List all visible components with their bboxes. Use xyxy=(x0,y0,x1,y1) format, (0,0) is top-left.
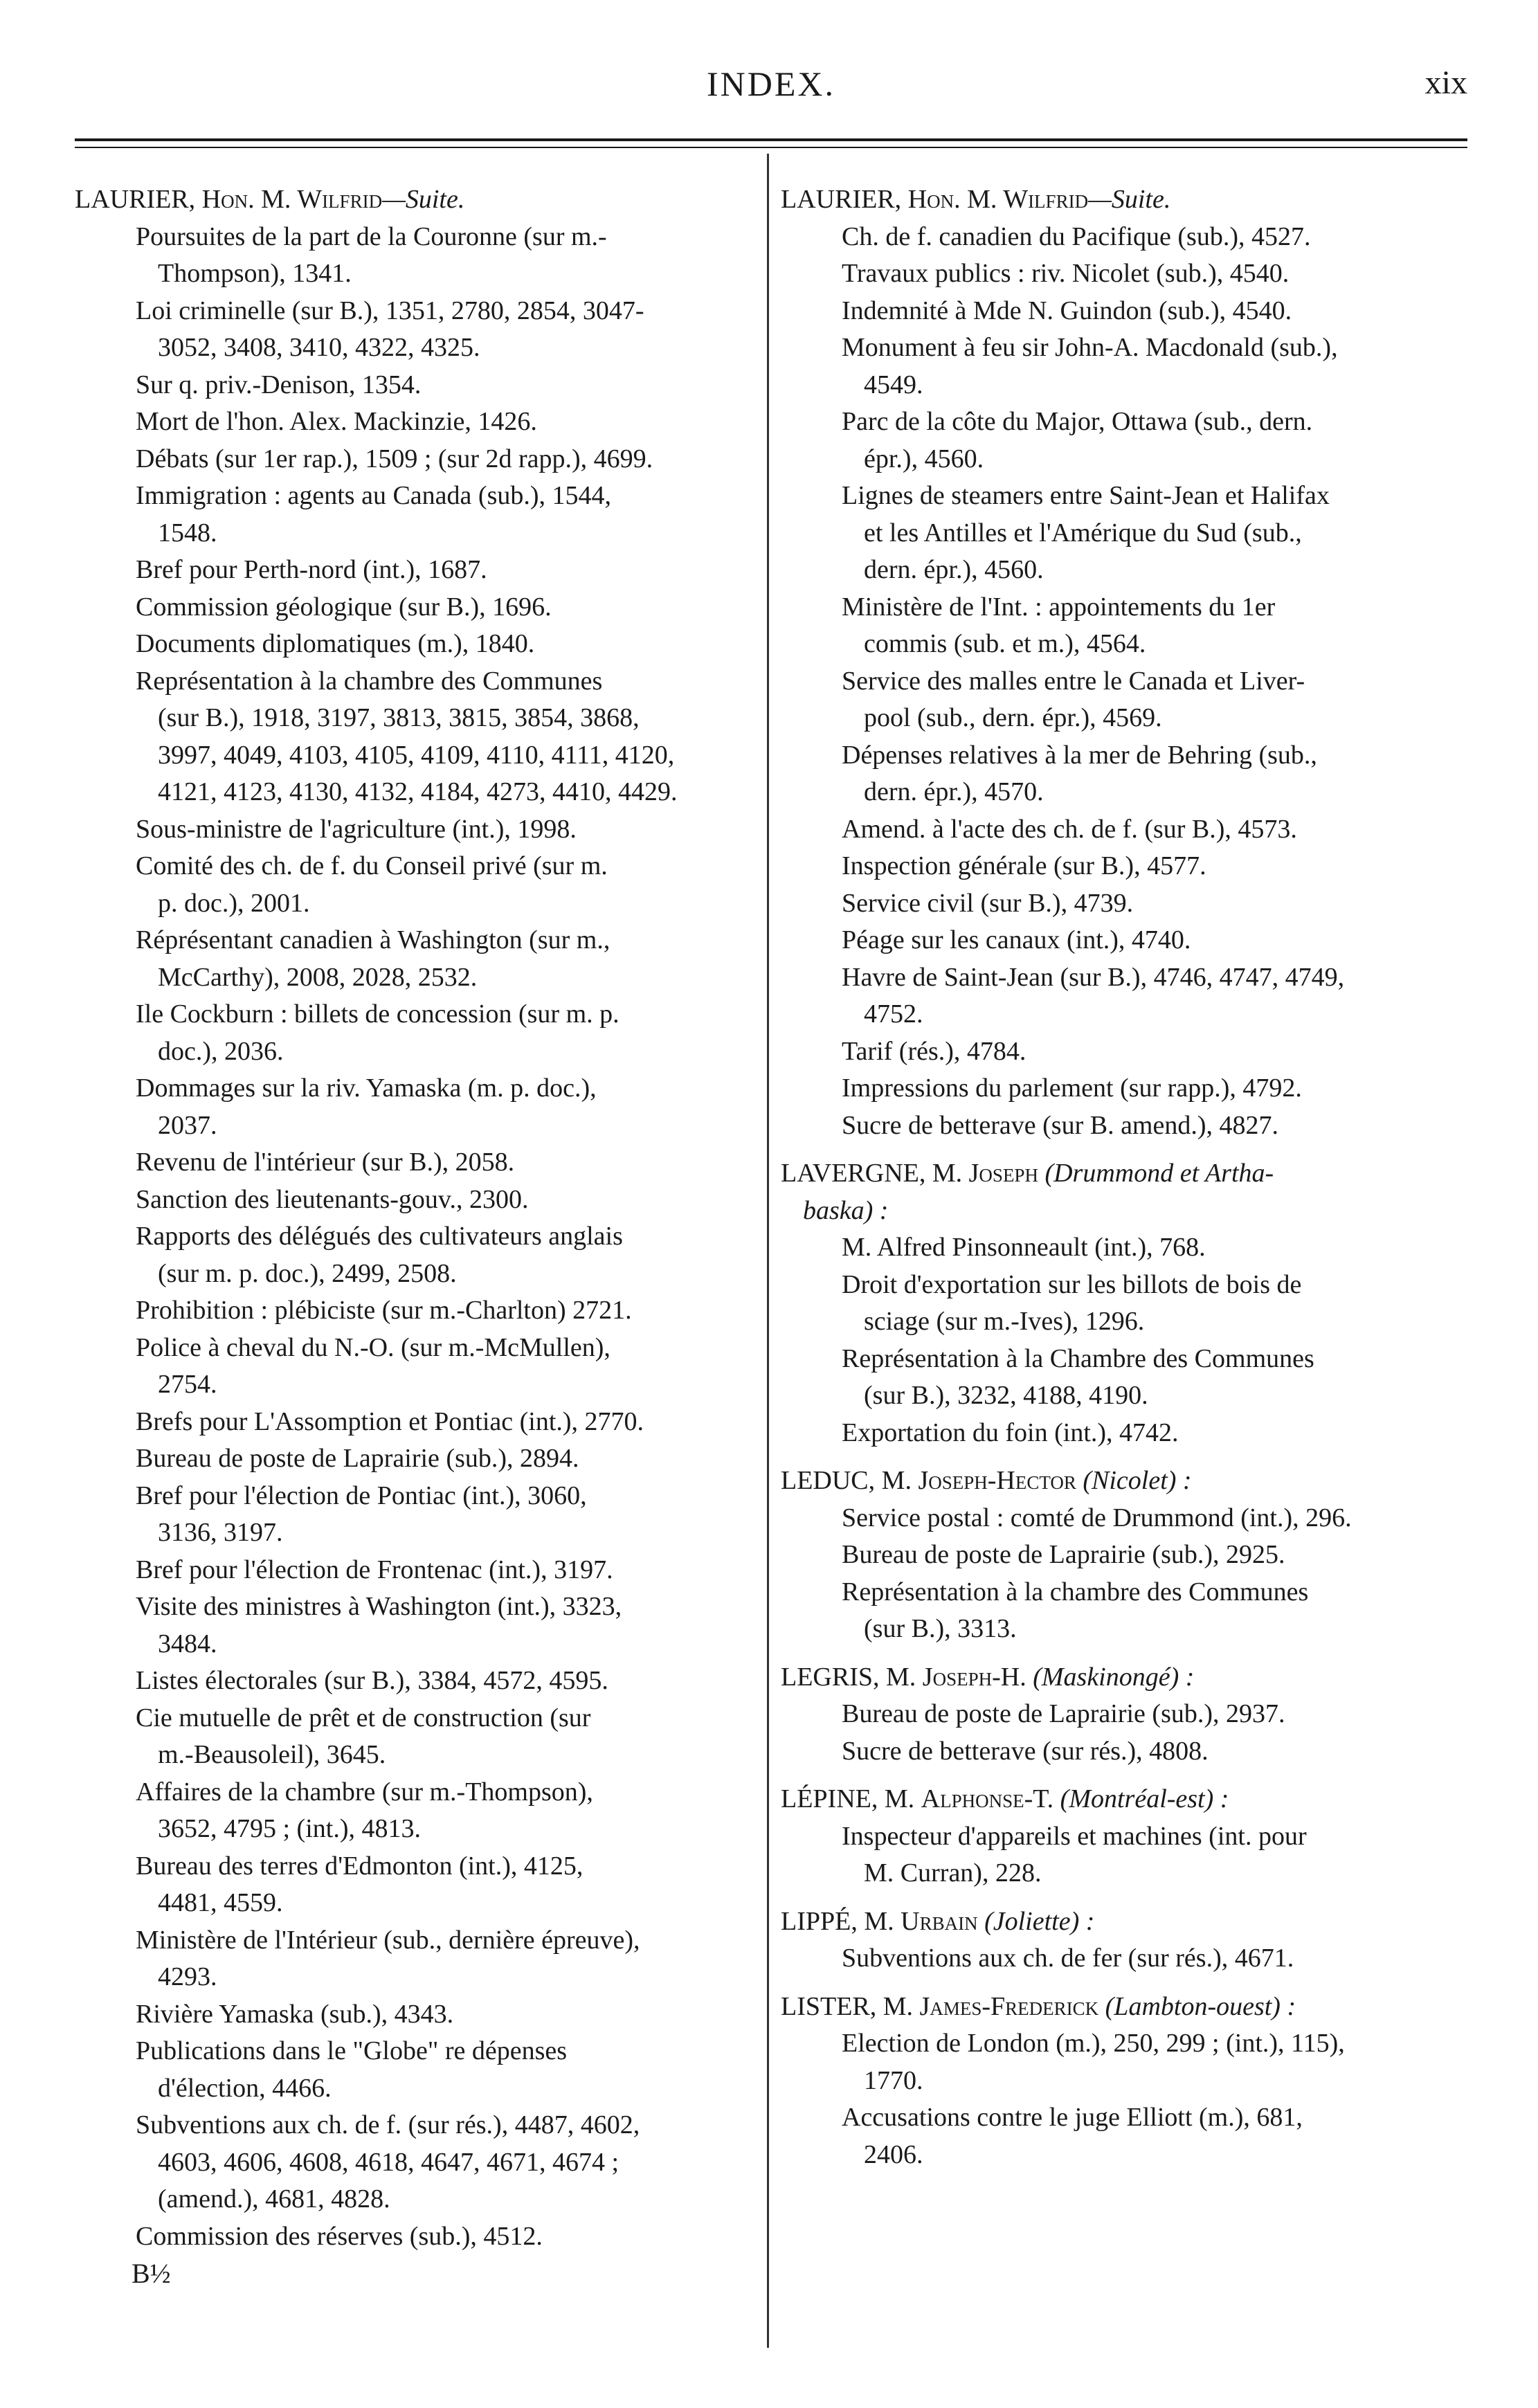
index-entry xyxy=(781,1341,1466,1415)
left-column xyxy=(75,181,753,2292)
index-entry xyxy=(75,1478,753,1552)
entry-continuation: M. Curran), 228. xyxy=(864,1858,1042,1888)
heading-name: LAVERGNE, M. xyxy=(781,1159,969,1188)
entry-line: Subventions aux ch. de f. (sur rés.), 4487, 4602, xyxy=(136,2110,640,2139)
index-entry xyxy=(75,996,753,1070)
entry-line: Travaux publics : riv. Nicolet (sub.), 4540. xyxy=(842,259,1290,288)
entry-line: Lignes de steamers entre Saint-Jean et Halifax xyxy=(842,481,1330,510)
index-entry xyxy=(75,1182,753,1219)
entry-continuation: (sur B.), 3232, 4188, 4190. xyxy=(864,1381,1148,1410)
index-entry xyxy=(781,255,1466,293)
index-entry xyxy=(75,367,753,404)
index-entry xyxy=(781,811,1466,849)
entry-line: Parc de la côte du Major, Ottawa (sub., dern. xyxy=(842,407,1313,436)
index-entry xyxy=(75,2218,753,2256)
index-entry xyxy=(781,404,1466,478)
index-entry xyxy=(781,1415,1466,1452)
right-column xyxy=(781,181,1466,2173)
entry-line: Sucre de betterave (sur B. amend.), 4827. xyxy=(842,1110,1279,1140)
index-entry xyxy=(781,885,1466,923)
index-entry xyxy=(781,1537,1466,1574)
index-entry xyxy=(75,848,753,922)
entry-line: Ile Cockburn : billets de concession (sur m. p. xyxy=(136,999,619,1029)
entry-continuation: 3136, 3197. xyxy=(158,1518,283,1547)
entry-line: Bureau des terres d'Edmonton (int.), 4125, xyxy=(136,1851,583,1881)
index-entry xyxy=(75,1996,753,2034)
heading-title: Hon. M. Wilfrid xyxy=(907,185,1089,214)
entry-continuation: 1548. xyxy=(158,518,217,547)
entry-continuation: 2406. xyxy=(864,2139,923,2169)
heading-name: LÉPINE, M. xyxy=(781,1784,921,1813)
entry-line: Amend. à l'acte des ch. de f. (sur B.), 4573. xyxy=(842,814,1297,844)
index-entry xyxy=(75,1552,753,1589)
heading-suffix: —Suite. xyxy=(382,185,465,214)
heading-name: LAURIER, xyxy=(75,185,202,214)
entry-continuation: 3652, 4795 ; (int.), 4813. xyxy=(158,1814,421,1843)
entry-line: Représentation à la Chambre des Communes xyxy=(842,1343,1314,1373)
entry-continuation: (sur B.), 1918, 3197, 3813, 3815, 3854, 3868, xyxy=(158,703,640,732)
section-entries xyxy=(781,1696,1466,1770)
entry-line: Comité des ch. de f. du Conseil privé (sur m. xyxy=(136,851,608,880)
entry-continuation: pool (sub., dern. épr.), 4569. xyxy=(864,703,1162,732)
section-entries xyxy=(781,1500,1466,1648)
signature-mark: B½ xyxy=(132,2258,171,2289)
entry-line: Rivière Yamaska (sub.), 4343. xyxy=(136,1999,454,2029)
entry-line: Ministère de l'Intérieur (sub., dernière épreuve), xyxy=(136,1925,640,1955)
page-header xyxy=(75,64,1467,112)
entry-line: Poursuites de la part de la Couronne (sur m.- xyxy=(136,221,607,251)
index-entry xyxy=(781,2099,1466,2173)
heading-suffix: (Montréal-est) : xyxy=(1053,1784,1229,1813)
section-entries xyxy=(781,2025,1466,2173)
entry-line: Commission géologique (sur B.), 1696. xyxy=(136,592,552,622)
heading-suffix: —Suite. xyxy=(1088,185,1171,214)
entry-continuation: (amend.), 4681, 4828. xyxy=(158,2184,390,2214)
entry-line: Exportation du foin (int.), 4742. xyxy=(842,1418,1179,1447)
index-entry xyxy=(75,922,753,996)
entry-continuation: 3052, 3408, 3410, 4322, 4325. xyxy=(158,333,480,362)
index-entry xyxy=(75,1404,753,1441)
entry-line: Listes électorales (sur B.), 3384, 4572, 4595. xyxy=(136,1666,608,1695)
index-entry xyxy=(75,1144,753,1182)
index-entry xyxy=(781,478,1466,589)
index-entry xyxy=(781,219,1466,256)
heading-title: Hon. M. Wilfrid xyxy=(201,185,383,214)
index-heading xyxy=(781,1463,1466,1500)
entry-line: Mort de l'hon. Alex. Mackinzie, 1426. xyxy=(136,407,537,436)
index-entry xyxy=(75,404,753,441)
section-entries xyxy=(781,1818,1466,1892)
entry-line: Documents diplomatiques (m.), 1840. xyxy=(136,629,535,658)
heading-title: James-Frederick xyxy=(919,1991,1099,2021)
entry-line: Commission des réserves (sub.), 4512. xyxy=(136,2221,543,2251)
entry-line: Bureau de poste de Laprairie (sub.), 2937. xyxy=(842,1699,1285,1728)
index-entry xyxy=(75,663,753,811)
index-entry xyxy=(781,1267,1466,1341)
index-entry xyxy=(781,1574,1466,1648)
entry-continuation: 3997, 4049, 4103, 4105, 4109, 4110, 4111, 4120, xyxy=(158,740,675,770)
page-title: INDEX. xyxy=(706,64,836,103)
entry-continuation: dern. épr.), 4570. xyxy=(864,777,1044,806)
entry-continuation: m.-Beausoleil), 3645. xyxy=(158,1740,386,1769)
index-entry xyxy=(781,329,1466,404)
index-entry xyxy=(75,478,753,552)
section-entries xyxy=(781,1229,1466,1451)
index-entry xyxy=(781,663,1466,737)
header-rule-thin xyxy=(75,147,1467,148)
index-entry xyxy=(75,626,753,663)
entry-line: Service postal : comté de Drummond (int.), 296. xyxy=(842,1503,1352,1532)
index-entry xyxy=(75,441,753,478)
entry-continuation: 4603, 4606, 4608, 4618, 4647, 4671, 4674 ; xyxy=(158,2147,619,2177)
index-entry xyxy=(781,2025,1466,2099)
entry-line: Service des malles entre le Canada et Liver- xyxy=(842,666,1305,696)
index-entry xyxy=(781,589,1466,663)
entry-line: Réprésentant canadien à Washington (sur m., xyxy=(136,925,610,954)
column-divider xyxy=(767,154,769,2348)
index-entry xyxy=(781,1940,1466,1977)
index-heading xyxy=(781,1781,1466,1818)
entry-line: Rapports des délégués des cultivateurs anglais xyxy=(136,1222,623,1251)
entry-line: Péage sur les canaux (int.), 4740. xyxy=(842,925,1191,954)
entry-line: Indemnité à Mde N. Guindon (sub.), 4540. xyxy=(842,296,1292,325)
left-entries xyxy=(75,219,753,2256)
entry-continuation: Thompson), 1341. xyxy=(158,259,352,288)
entry-line: Bureau de poste de Laprairie (sub.), 2894. xyxy=(136,1444,579,1473)
index-entry xyxy=(781,1733,1466,1771)
index-entry xyxy=(75,811,753,849)
heading-name: LAURIER, xyxy=(781,185,908,214)
index-entry xyxy=(75,2107,753,2218)
entry-continuation: (sur m. p. doc.), 2499, 2508. xyxy=(158,1258,457,1288)
index-entry xyxy=(781,848,1466,885)
index-heading xyxy=(75,181,753,219)
entry-line: Bref pour l'élection de Frontenac (int.), 3197. xyxy=(136,1555,613,1584)
entry-line: Inspecteur d'appareils et machines (int. pour xyxy=(842,1821,1307,1851)
header-rule-thick xyxy=(75,138,1467,141)
index-entry xyxy=(75,1588,753,1663)
index-entry xyxy=(781,922,1466,959)
entry-line: Police à cheval du N.-O. (sur m.-McMullen), xyxy=(136,1332,610,1362)
index-entry xyxy=(75,1663,753,1700)
entry-continuation: épr.), 4560. xyxy=(864,444,984,473)
entry-line: Sanction des lieutenants-gouv., 2300. xyxy=(136,1184,529,1214)
entry-line: Impressions du parlement (sur rapp.), 4792. xyxy=(842,1074,1302,1103)
index-entry xyxy=(781,1500,1466,1537)
entry-line: M. Alfred Pinsonneault (int.), 768. xyxy=(842,1233,1206,1262)
entry-continuation: sciage (sur m.-Ives), 1296. xyxy=(864,1307,1145,1336)
entry-line: Loi criminelle (sur B.), 1351, 2780, 2854, 3047- xyxy=(136,296,644,325)
index-entry xyxy=(781,1107,1466,1145)
index-heading xyxy=(781,1903,1466,1941)
entry-line: Tarif (rés.), 4784. xyxy=(842,1036,1026,1066)
entry-continuation: 4549. xyxy=(864,370,923,399)
section-entries xyxy=(781,219,1466,1145)
entry-line: Bureau de poste de Laprairie (sub.), 2925. xyxy=(842,1540,1285,1569)
entry-line: Prohibition : plébiciste (sur m.-Charlton) 2721. xyxy=(136,1296,632,1325)
index-entry xyxy=(75,1218,753,1292)
page-number: xix xyxy=(1424,64,1467,101)
index-entry xyxy=(75,1330,753,1404)
index-entry xyxy=(781,293,1466,330)
entry-line: Immigration : agents au Canada (sub.), 1544, xyxy=(136,481,612,510)
entry-line: Service civil (sur B.), 4739. xyxy=(842,888,1134,918)
right-sections xyxy=(781,181,1466,2173)
entry-line: Cie mutuelle de prêt et de construction (sur xyxy=(136,1703,591,1732)
heading-name: LIPPÉ, M. xyxy=(781,1906,901,1936)
entry-line: Sur q. priv.-Denison, 1354. xyxy=(136,370,422,399)
heading-suffix: (Lambton-ouest) : xyxy=(1098,1991,1296,2021)
index-entry xyxy=(75,589,753,626)
entry-line: Bref pour l'élection de Pontiac (int.), 3060, xyxy=(136,1481,587,1510)
entry-line: Visite des ministres à Washington (int.), 3323, xyxy=(136,1592,622,1621)
heading-suffix: (Nicolet) : xyxy=(1076,1466,1192,1495)
entry-continuation: 1770. xyxy=(864,2065,923,2095)
heading-suffix: (Drummond et Artha- xyxy=(1038,1159,1274,1188)
entry-line: Affaires de la chambre (sur m.-Thompson), xyxy=(136,1777,593,1807)
index-heading xyxy=(781,1155,1466,1229)
entry-continuation: p. doc.), 2001. xyxy=(158,888,310,918)
index-entry xyxy=(781,1033,1466,1071)
entry-continuation: commis (sub. et m.), 4564. xyxy=(864,629,1146,658)
index-entry xyxy=(781,1229,1466,1267)
heading-title: Joseph-Hector xyxy=(918,1466,1076,1495)
heading-title: Alphonse-T. xyxy=(921,1784,1054,1813)
entry-continuation: 3484. xyxy=(158,1629,217,1658)
entry-continuation: dern. épr.), 4560. xyxy=(864,555,1044,584)
heading-title: Joseph xyxy=(968,1159,1038,1188)
entry-line: Havre de Saint-Jean (sur B.), 4746, 4747, 4749, xyxy=(842,962,1345,992)
entry-continuation: McCarthy), 2008, 2028, 2532. xyxy=(158,962,478,992)
entry-continuation: et les Antilles et l'Amérique du Sud (sub., xyxy=(864,518,1302,547)
index-entry xyxy=(75,1292,753,1330)
index-entry xyxy=(75,1848,753,1922)
heading-suffix: (Maskinongé) : xyxy=(1026,1662,1195,1692)
entry-line: Ch. de f. canadien du Pacifique (sub.), 4527. xyxy=(842,221,1311,251)
entry-line: Revenu de l'intérieur (sur B.), 2058. xyxy=(136,1148,515,1177)
index-entry xyxy=(75,552,753,589)
entry-continuation: 4481, 4559. xyxy=(158,1888,283,1917)
entry-line: Monument à feu sir John-A. Macdonald (sub.), xyxy=(842,333,1338,362)
entry-continuation: 2037. xyxy=(158,1110,217,1140)
index-entry xyxy=(75,293,753,367)
heading-name: LISTER, M. xyxy=(781,1991,920,2021)
entry-continuation: doc.), 2036. xyxy=(158,1036,284,1066)
index-entry xyxy=(75,1774,753,1848)
entry-continuation: 4121, 4123, 4130, 4132, 4184, 4273, 4410, 4429. xyxy=(158,777,678,806)
heading-name: LEDUC, M. xyxy=(781,1466,919,1495)
entry-line: Représentation à la chambre des Communes xyxy=(136,666,603,696)
entry-line: Sucre de betterave (sur rés.), 4808. xyxy=(842,1736,1209,1766)
index-entry xyxy=(75,1700,753,1774)
entry-continuation: 4293. xyxy=(158,1962,217,1991)
entry-line: Subventions aux ch. de fer (sur rés.), 4671. xyxy=(842,1944,1294,1973)
entry-continuation: 2754. xyxy=(158,1370,217,1399)
entry-line: Inspection générale (sur B.), 4577. xyxy=(842,851,1206,880)
entry-line: Brefs pour L'Assomption et Pontiac (int.), 2770. xyxy=(136,1406,644,1436)
index-entry xyxy=(75,1070,753,1144)
entry-line: Bref pour Perth-nord (int.), 1687. xyxy=(136,555,487,584)
entry-line: Sous-ministre de l'agriculture (int.), 1998. xyxy=(136,814,577,844)
heading-title: Urbain xyxy=(901,1906,978,1936)
index-entry xyxy=(75,1922,753,1996)
index-heading xyxy=(781,181,1466,219)
entry-continuation: 4752. xyxy=(864,999,923,1029)
entry-line: Dommages sur la riv. Yamaska (m. p. doc.), xyxy=(136,1074,597,1103)
section-entries xyxy=(781,1940,1466,1977)
index-heading xyxy=(781,1659,1466,1696)
entry-line: Débats (sur 1er rap.), 1509 ; (sur 2d rapp.), 4699. xyxy=(136,444,653,473)
index-entry xyxy=(781,1696,1466,1733)
entry-line: Election de London (m.), 250, 299 ; (int.), 115), xyxy=(842,2029,1345,2058)
entry-line: Représentation à la chambre des Communes xyxy=(842,1577,1309,1606)
index-entry xyxy=(781,1818,1466,1892)
heading-title: Joseph-H. xyxy=(922,1662,1026,1692)
index-heading xyxy=(781,1989,1466,2026)
heading-suffix: (Joliette) : xyxy=(977,1906,1095,1936)
entry-line: Dépenses relatives à la mer de Behring (sub., xyxy=(842,740,1317,770)
heading-suffix-continuation: baska) : xyxy=(803,1195,889,1225)
index-entry xyxy=(75,219,753,293)
index-entry xyxy=(781,959,1466,1033)
entry-line: Droit d'exportation sur les billots de bois de xyxy=(842,1269,1302,1299)
index-entry xyxy=(75,2033,753,2107)
entry-continuation: d'élection, 4466. xyxy=(158,2073,332,2103)
entry-line: Accusations contre le juge Elliott (m.), 681, xyxy=(842,2103,1303,2132)
entry-continuation: (sur B.), 3313. xyxy=(864,1614,1017,1643)
entry-line: Ministère de l'Int. : appointements du 1er xyxy=(842,592,1276,622)
index-entry xyxy=(781,1070,1466,1107)
heading-name: LEGRIS, M. xyxy=(781,1662,923,1692)
index-entry xyxy=(781,737,1466,811)
index-entry xyxy=(75,1440,753,1478)
entry-line: Publications dans le "Globe" re dépenses xyxy=(136,2036,568,2065)
